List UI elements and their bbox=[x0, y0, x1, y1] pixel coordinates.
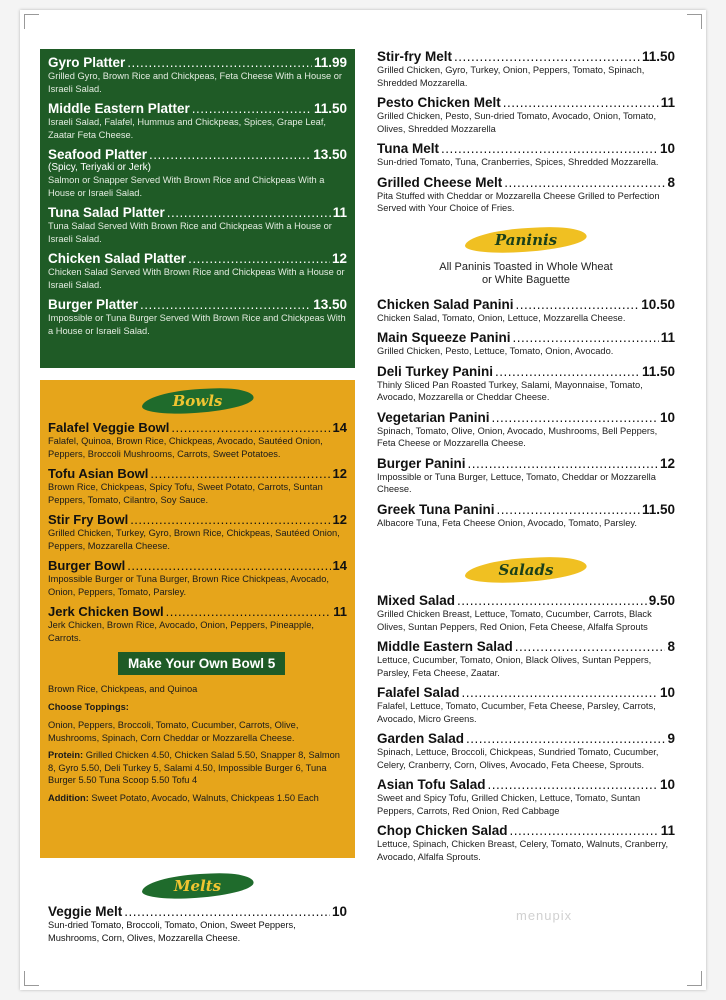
leader-dots bbox=[515, 639, 666, 654]
item-description: Impossible or Tuna Burger Served With Brown Rice and Chickpeas With a House or Israeli Salad. bbox=[48, 313, 346, 336]
item-name: Stir Fry Bowl bbox=[48, 512, 129, 527]
item-price: 8 bbox=[667, 639, 675, 654]
section-title: Melts bbox=[173, 877, 222, 895]
item-description: Albacore Tuna, Feta Cheese Onion, Avocado, Tomato, Parsley. bbox=[377, 517, 637, 528]
leader-dots bbox=[497, 502, 640, 517]
leader-dots bbox=[149, 147, 311, 162]
item-price: 11.50 bbox=[313, 101, 347, 116]
item-description: Tuna Salad Served With Brown Rice and Chickpeas With a House or Israeli Salad. bbox=[48, 221, 332, 244]
item-name: Stir-fry Melt bbox=[377, 49, 453, 64]
item-price: 9 bbox=[667, 731, 675, 746]
leader-dots bbox=[167, 205, 331, 220]
menu-item bbox=[48, 512, 347, 552]
leader-dots bbox=[127, 558, 330, 573]
item-name: Burger Panini bbox=[377, 455, 466, 471]
item-description: Thinly Sliced Pan Roasted Turkey, Salami, Mayonnaise, Tomato, Avocado, Mozzarella or Cheddar Cheese. bbox=[377, 379, 643, 402]
leader-dots bbox=[188, 251, 330, 266]
item-description: Impossible Burger or Tuna Burger, Brown Rice Chickpeas, Avocado, Onion, Peppers, Tomato, Parsley. bbox=[48, 574, 329, 597]
menu-item bbox=[48, 205, 347, 245]
menu-item bbox=[377, 502, 675, 530]
item-price: 10.50 bbox=[641, 296, 675, 312]
item-name: Main Squeeze Panini bbox=[377, 330, 511, 345]
item-description: Chicken Salad, Tomato, Onion, Lettuce, Mozzarella Cheese. bbox=[377, 312, 626, 323]
item-description: Chicken Salad Served With Brown Rice and Chickpeas With a House or Israeli Salad. bbox=[48, 267, 345, 290]
item-name: Chop Chicken Salad bbox=[377, 823, 508, 838]
crop-mark bbox=[24, 971, 39, 986]
item-name: Tuna Melt bbox=[377, 141, 439, 156]
menu-item bbox=[48, 297, 347, 337]
item-price: 11 bbox=[660, 823, 675, 838]
item-description: Lettuce, Spinach, Chicken Breast, Celery, Tomato, Walnuts, Cranberry, Avocado, Alfalfa Sprouts. bbox=[377, 839, 669, 862]
menu-item bbox=[377, 823, 675, 863]
paninis-note-line: All Paninis Toasted in Whole Wheat bbox=[439, 260, 613, 273]
leader-dots bbox=[166, 604, 332, 619]
item-name: Asian Tofu Salad bbox=[377, 777, 486, 792]
item-price: 10 bbox=[659, 685, 675, 700]
item-price: 11 bbox=[333, 604, 347, 619]
item-description: Falafel, Quinoa, Brown Rice, Chickpeas, Avocado, Sautéed Onion, Peppers, Broccoli Mushrooms, Carrots, Sweet Potatoes. bbox=[48, 436, 323, 459]
item-name: Vegetarian Panini bbox=[377, 409, 490, 425]
bowl-base: Brown Rice, Chickpeas, and Quinoa bbox=[48, 684, 198, 694]
leader-dots bbox=[457, 593, 647, 608]
item-description: Sun-dried Tomato, Tuna, Cranberries, Spices, Shredded Mozzarella. bbox=[377, 157, 659, 167]
section-title: Salads bbox=[498, 561, 554, 579]
choose-toppings-label: Choose Toppings: bbox=[48, 701, 129, 712]
section-title: Paninis bbox=[494, 230, 558, 249]
item-name: Burger Platter bbox=[48, 297, 139, 312]
leader-dots bbox=[192, 101, 312, 116]
menu-item bbox=[377, 364, 675, 404]
leader-dots bbox=[127, 55, 312, 70]
bowls-heading bbox=[48, 382, 347, 420]
menu-item bbox=[377, 297, 675, 325]
item-price: 11.99 bbox=[313, 55, 347, 70]
item-description: Brown Rice, Chickpeas, Spicy Tofu, Sweet Potato, Carrots, Suntan Peppers, Tomato, Cilantro, Soy Sauce. bbox=[48, 482, 323, 505]
addition-label: Addition: bbox=[48, 792, 89, 803]
crop-mark bbox=[687, 14, 702, 29]
menu-item bbox=[48, 55, 347, 95]
item-name: Veggie Melt bbox=[48, 904, 123, 919]
menu-item bbox=[377, 410, 675, 450]
item-description: Pita Stuffed with Cheddar or Mozzarella Cheese Grilled to Perfection Served with Your Choice of Fries. bbox=[377, 190, 660, 213]
item-price: 14 bbox=[332, 558, 347, 573]
item-price: 12 bbox=[332, 466, 347, 481]
item-description: Spinach, Lettuce, Broccoli, Chickpeas, Sundried Tomato, Cucumber, Celery, Cranberry, Corn, Olives, Avocado, Feta Cheese, Sprouts. bbox=[377, 747, 659, 770]
leader-dots bbox=[468, 456, 658, 471]
menu-item bbox=[377, 685, 675, 725]
leader-dots bbox=[441, 141, 658, 156]
item-description: Grilled Chicken, Pesto, Lettuce, Tomato, Onion, Avocado. bbox=[377, 346, 614, 356]
item-description: Jerk Chicken, Brown Rice, Avocado, Onion, Peppers, Pineapple, Carrots. bbox=[48, 620, 314, 643]
toppings-list: Onion, Peppers, Broccoli, Tomato, Cucumber, Carrots, Olive, Mushrooms, Spinach, Corn Cheddar or Mozzarella Cheese. bbox=[48, 720, 299, 743]
item-description: Salmon or Snapper Served With Brown Rice and Chickpeas With a House or Israeli Salad. bbox=[48, 175, 325, 198]
item-name: Jerk Chicken Bowl bbox=[48, 604, 164, 619]
item-price: 11 bbox=[660, 95, 675, 110]
item-description: Grilled Gyro, Brown Rice and Chickpeas, Feta Cheese With a House or Israeli Salad. bbox=[48, 71, 343, 94]
item-name: Seafood Platter bbox=[48, 147, 148, 162]
salads-heading bbox=[377, 551, 675, 589]
leader-dots bbox=[150, 466, 330, 481]
menu-item bbox=[48, 251, 347, 291]
item-price: 11.50 bbox=[641, 501, 675, 517]
item-price: 11.50 bbox=[641, 49, 675, 64]
item-description: Sweet and Spicy Tofu, Grilled Chicken, Lettuce, Tomato, Suntan Peppers, Carrots, Red Onion, Red Cabbage bbox=[377, 793, 641, 816]
menu-item bbox=[48, 420, 347, 460]
item-price: 10 bbox=[659, 141, 675, 156]
item-price: 12 bbox=[331, 251, 347, 266]
item-description: Grilled Chicken, Turkey, Gyro, Brown Rice, Chickpeas, Sautéed Onion, Peppers, Mozzarella Cheese. bbox=[48, 528, 340, 551]
menu-item bbox=[377, 639, 675, 679]
protein-label: Protein: bbox=[48, 750, 84, 760]
paninis-note-line: or White Baguette bbox=[481, 273, 571, 286]
leader-dots bbox=[492, 410, 658, 425]
item-subtitle: (Spicy, Teriyaki or Jerk) bbox=[48, 162, 151, 173]
item-name: Middle Eastern Platter bbox=[48, 101, 190, 116]
melts-left bbox=[48, 868, 347, 951]
platters-section bbox=[40, 49, 355, 368]
menu-item bbox=[377, 330, 675, 358]
addition-list: Sweet Potato, Avocado, Walnuts, Chickpeas 1.50 Each bbox=[91, 792, 319, 803]
item-description: Grilled Chicken, Pesto, Sun-dried Tomato, Avocado, Onion, Tomato, Olives, Shredded Mozzarella bbox=[377, 111, 657, 134]
leader-dots bbox=[488, 777, 658, 792]
menu-item bbox=[48, 101, 347, 141]
menu-item bbox=[48, 604, 347, 644]
item-price: 9.50 bbox=[648, 593, 675, 608]
make-your-own-bowl-title: Make Your Own Bowl 5 bbox=[118, 652, 285, 675]
item-description: Sun-dried Tomato, Broccoli, Tomato, Onion, Sweet Peppers, Mushrooms, Corn, Olives, Mozzarella Cheese. bbox=[48, 920, 296, 943]
item-description: Israeli Salad, Falafel, Hummus and Chickpeas, Spices, Grape Leaf, Zaatar Feta Cheese. bbox=[48, 117, 327, 140]
right-column bbox=[377, 49, 675, 869]
menu-item bbox=[377, 95, 675, 135]
menu-item bbox=[48, 558, 347, 598]
item-price: 13.50 bbox=[313, 297, 347, 312]
menu-item bbox=[377, 456, 675, 496]
item-description: Falafel, Lettuce, Tomato, Cucumber, Feta Cheese, Parsley, Carrots, Avocado, Micro Greens. bbox=[377, 701, 656, 724]
leader-dots bbox=[466, 731, 665, 746]
item-name: Burger Bowl bbox=[48, 558, 126, 573]
menu-item bbox=[377, 49, 675, 89]
protein-list: Grilled Chicken 4.50, Chicken Salad 5.50, Snapper 8, Salmon 8, Gyro 5.50, Deli Turkey 5, Salami 4.50, Impossible Burger 6, Tuna Burger 5.50 Tuna Scoop 5.50 Tofu 4 bbox=[48, 750, 340, 785]
leader-dots bbox=[504, 175, 665, 190]
paninis-note bbox=[377, 261, 675, 287]
item-name: Chicken Salad Platter bbox=[48, 251, 187, 266]
leader-dots bbox=[513, 330, 659, 345]
leader-dots bbox=[140, 297, 311, 312]
item-name: Falafel Salad bbox=[377, 685, 460, 700]
item-price: 14 bbox=[332, 420, 347, 435]
leader-dots bbox=[503, 95, 659, 110]
menu-item bbox=[48, 904, 347, 944]
leader-dots bbox=[130, 512, 330, 527]
item-price: 10 bbox=[659, 409, 675, 425]
item-name: Chicken Salad Panini bbox=[377, 296, 514, 312]
item-description: Spinach, Tomato, Olive, Onion, Avocado, Mushrooms, Bell Peppers, Feta Cheese or Mozzarella Cheese. bbox=[377, 425, 658, 448]
menu-item bbox=[48, 466, 347, 506]
bowls-section bbox=[40, 380, 355, 858]
item-name: Gyro Platter bbox=[48, 55, 126, 70]
item-price: 11 bbox=[660, 330, 675, 345]
crop-mark bbox=[24, 14, 39, 29]
menu-item bbox=[377, 141, 675, 169]
menu-item bbox=[48, 147, 347, 199]
item-price: 10 bbox=[331, 904, 347, 919]
protein-line bbox=[48, 749, 347, 787]
item-price: 8 bbox=[667, 174, 675, 190]
leader-dots bbox=[124, 904, 330, 919]
item-name: Tuna Salad Platter bbox=[48, 205, 165, 220]
item-price: 11.50 bbox=[641, 363, 675, 379]
melts-heading bbox=[48, 868, 347, 904]
item-price: 12 bbox=[332, 512, 347, 527]
leader-dots bbox=[462, 685, 658, 700]
menu-item bbox=[377, 593, 675, 633]
leader-dots bbox=[516, 297, 640, 312]
item-name: Deli Turkey Panini bbox=[377, 363, 494, 379]
item-price: 13.50 bbox=[313, 147, 347, 162]
menu-item bbox=[377, 731, 675, 771]
leader-dots bbox=[510, 823, 659, 838]
item-name: Greek Tuna Panini bbox=[377, 501, 495, 517]
item-price: 11 bbox=[332, 205, 347, 220]
item-name: Garden Salad bbox=[377, 731, 465, 746]
item-name: Grilled Cheese Melt bbox=[377, 174, 503, 190]
item-description: Grilled Chicken, Gyro, Turkey, Onion, Peppers, Tomato, Spinach, Shredded Mozzarella. bbox=[377, 65, 645, 88]
item-price: 10 bbox=[659, 777, 675, 792]
item-price: 12 bbox=[659, 455, 675, 471]
item-name: Pesto Chicken Melt bbox=[377, 95, 501, 110]
paninis-heading bbox=[377, 221, 675, 259]
item-name: Tofu Asian Bowl bbox=[48, 466, 149, 481]
item-name: Mixed Salad bbox=[377, 593, 456, 608]
item-name: Falafel Veggie Bowl bbox=[48, 420, 170, 435]
menu-item bbox=[377, 175, 675, 215]
leader-dots bbox=[454, 49, 640, 64]
item-description: Lettuce, Cucumber, Tomato, Onion, Black Olives, Suntan Peppers, Parsley, Feta Cheese, Zaatar. bbox=[377, 655, 652, 678]
item-description: Grilled Chicken Breast, Lettuce, Tomato, Cucumber, Carrots, Black Olives, Suntan Peppers, Red Onion, Feta Cheese, Alfalfa Sprouts bbox=[377, 609, 652, 632]
section-title: Bowls bbox=[172, 392, 223, 410]
crop-mark bbox=[687, 971, 702, 986]
item-description: Impossible or Tuna Burger, Lettuce, Tomato, Cheddar or Mozzarella Cheese. bbox=[377, 471, 656, 494]
leader-dots bbox=[171, 420, 330, 435]
item-name: Middle Eastern Salad bbox=[377, 639, 513, 654]
addition-line bbox=[48, 792, 347, 805]
leader-dots bbox=[495, 364, 640, 379]
watermark: menupix bbox=[516, 908, 573, 923]
menu-item bbox=[377, 777, 675, 817]
